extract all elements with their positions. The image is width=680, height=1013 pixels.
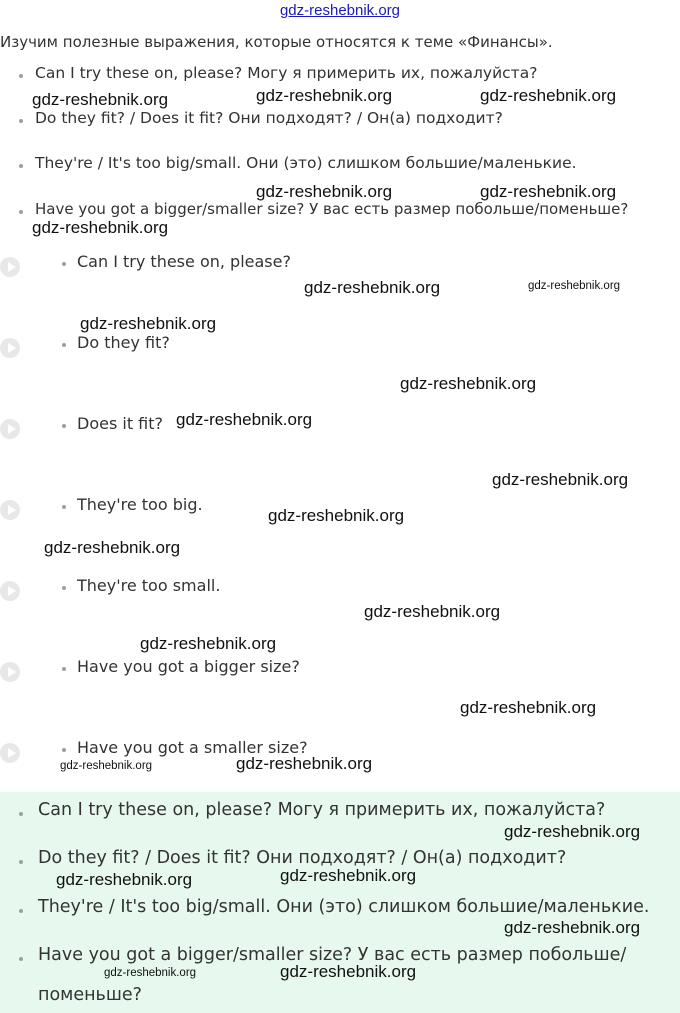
watermark: gdz-reshebnik.org: [32, 218, 169, 237]
list-item: Have you got a bigger/smaller size? У вас есть размер побольше/поменьше?: [35, 200, 629, 218]
watermark: gdz-reshebnik.org: [60, 760, 153, 772]
list-item: Do they fit? / Does it fit? Они подходят? / Он(а) подходит?: [35, 109, 503, 127]
play-icon[interactable]: [0, 338, 20, 358]
audio-phrase: They're too big.: [77, 495, 203, 514]
play-icon[interactable]: [0, 743, 20, 763]
bullet: [19, 119, 23, 123]
bullet: [62, 748, 66, 752]
bullet: [19, 909, 23, 913]
bullet: [19, 812, 23, 816]
bullet: [19, 860, 23, 864]
watermark: gdz-reshebnik.org: [268, 506, 405, 525]
watermark: gdz-reshebnik.org: [504, 918, 641, 937]
bullet: [19, 210, 23, 214]
audio-phrase: Does it fit?: [77, 414, 164, 433]
watermark: gdz-reshebnik.org: [492, 470, 629, 489]
play-icon[interactable]: [0, 662, 20, 682]
audio-phrase: Have you got a smaller size?: [77, 738, 308, 757]
watermark: gdz-reshebnik.org: [400, 374, 537, 393]
watermark: gdz-reshebnik.org: [304, 278, 441, 297]
list-item: Can I try these on, please? Могу я примерить их, пожалуйста?: [35, 64, 538, 82]
watermark: gdz-reshebnik.org: [236, 754, 373, 773]
watermark: gdz-reshebnik.org: [44, 538, 181, 557]
bullet: [62, 262, 66, 266]
bullet: [19, 74, 23, 78]
list-item: They're / It's too big/small. Они (это) слишком большие/маленькие.: [35, 154, 577, 172]
bullet: [19, 164, 23, 168]
summary-item: Have you got a bigger/smaller size? У вас есть размер побольше/: [38, 945, 627, 965]
watermark: gdz-reshebnik.org: [176, 410, 313, 429]
play-icon[interactable]: [0, 419, 20, 439]
summary-item-continuation: поменьше?: [38, 985, 142, 1005]
watermark: gdz-reshebnik.org: [460, 698, 597, 717]
summary-item: They're / It's too big/small. Они (это) слишком большие/маленькие.: [38, 897, 650, 917]
audio-phrase: Do they fit?: [77, 333, 170, 352]
bullet: [62, 667, 66, 671]
watermark: gdz-reshebnik.org: [80, 314, 217, 333]
watermark: gdz-reshebnik.org: [528, 280, 621, 292]
bullet: [62, 343, 66, 347]
intro-text: Изучим полезные выражения, которые относятся к теме «Финансы».: [0, 33, 553, 51]
play-icon[interactable]: [0, 257, 20, 277]
summary-item: Do they fit? / Does it fit? Они подходят? / Он(а) подходит?: [38, 848, 567, 868]
audio-phrase: They're too small.: [77, 576, 221, 595]
watermark: gdz-reshebnik.org: [480, 182, 617, 201]
bullet: [62, 505, 66, 509]
audio-phrase: Have you got a bigger size?: [77, 657, 300, 676]
watermark: gdz-reshebnik.org: [504, 822, 641, 841]
bullet: [19, 957, 23, 961]
watermark: gdz-reshebnik.org: [140, 634, 277, 653]
watermark: gdz-reshebnik.org: [56, 870, 193, 889]
audio-phrase: Can I try these on, please?: [77, 252, 291, 271]
watermark: gdz-reshebnik.org: [256, 86, 393, 105]
play-icon[interactable]: [0, 500, 20, 520]
play-icon[interactable]: [0, 581, 20, 601]
watermark: gdz-reshebnik.org: [480, 86, 617, 105]
watermark: gdz-reshebnik.org: [280, 866, 417, 885]
watermark: gdz-reshebnik.org: [256, 182, 393, 201]
watermark: gdz-reshebnik.org: [364, 602, 501, 621]
bullet: [62, 586, 66, 590]
watermark: gdz-reshebnik.org: [32, 90, 169, 109]
site-header-link[interactable]: gdz-reshebnik.org: [279, 2, 401, 19]
watermark: gdz-reshebnik.org: [280, 962, 417, 981]
bullet: [62, 424, 66, 428]
watermark: gdz-reshebnik.org: [104, 967, 197, 979]
summary-item: Can I try these on, please? Могу я примерить их, пожалуйста?: [38, 800, 606, 820]
